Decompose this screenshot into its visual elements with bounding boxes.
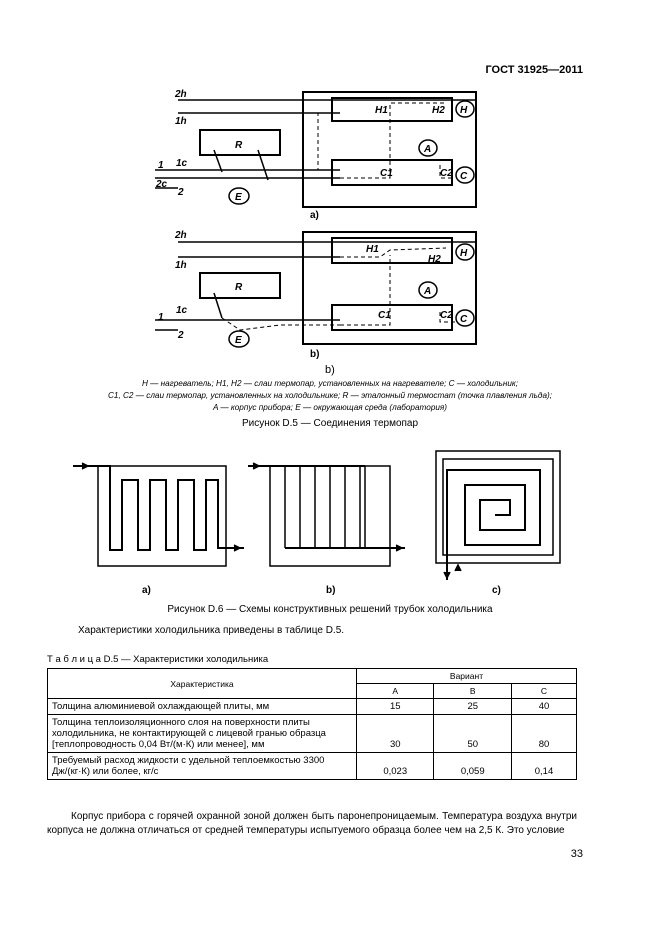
row-value: 25 [434,699,511,715]
label-2h-a: 2h [175,89,187,100]
label-h1-b: H1 [366,244,379,255]
table-header-variant-c: C [511,684,576,699]
figure-d6-drawings [73,451,560,580]
label-r-b: R [235,282,243,293]
label-heater-circle-b: H [460,248,468,259]
figure-d5-legend [60,378,600,414]
d6-sublabel-a: а) [142,585,151,596]
label-c2-a: C2 [440,168,453,179]
row-value: 0,023 [357,753,434,780]
label-cooler-circle-b: C [460,314,468,325]
characteristics-table [47,668,577,780]
table-header-variant-b: B [434,684,511,699]
table-row [48,753,577,780]
label-c1-b: C1 [378,310,391,321]
label-r-a: R [235,140,243,151]
label-2-a: 2 [178,187,184,198]
label-housing-b: A [424,286,432,297]
row-value: 40 [511,699,576,715]
label-heater-circle-a: H [460,105,468,116]
figure-d5-caption: Рисунок D.5 — Соединения термопар [241,418,419,429]
row-value: 30 [357,715,434,753]
label-cooler-circle-a: C [460,171,468,182]
sublabel-a: а) [310,210,319,221]
label-housing-a: A [424,144,432,155]
label-1-b: 1 [158,312,164,323]
sublabel-b: b) [310,349,320,360]
label-1-a: 1 [158,160,164,171]
intro-text: Характеристики холодильника приведены в таблице D.5. [78,625,345,636]
table-header-characteristic: Характеристика [48,669,357,699]
label-c1-a: C1 [380,168,393,179]
label-1c-a: 1c [176,158,188,169]
label-2h-b: 2h [175,230,187,241]
table-header-variant: Вариант [357,669,577,684]
label-h2-b: H2 [428,254,441,265]
label-2-b: 2 [178,330,184,341]
bottom-paragraph: Корпус прибора с горячей охранной зоной должен быть паронепроницаемым. Температура воздуха внутри корпуса не должна отличаться от средней температуры испытуемого образца более чем на 2,5 К. Это условие [47,811,577,836]
row-label: Толщина теплоизоляционного слоя на поверхности плиты холодильника, не контактирующей с лицевой гранью образца [теплопроводность 0,04 Вт/(м·К) или менее], мм [48,715,357,753]
row-label: Требуемый расход жидкости с удельной теплоемкостью 3300 Дж/(кг·К) или более, кг/с [48,753,357,780]
table-row [48,715,577,753]
label-1c-b: 1c [176,305,188,316]
cooler-b [332,305,452,330]
row-value: 80 [511,715,576,753]
table-header-variant-a: A [357,684,434,699]
row-value: 50 [434,715,511,753]
label-h2-a: H2 [432,105,445,116]
row-value: 15 [357,699,434,715]
legend-line-1: H — нагреватель; H1, H2 — слаи термопар, установленных на нагревателе; C — холодильник; [141,379,519,388]
d6-sublabel-c: c) [492,585,501,596]
page-number: 33 [570,848,583,860]
label-h1-a: H1 [375,105,388,116]
table-title: Т а б л и ц а D.5 — Характеристики холодильника [47,654,269,665]
label-1h-b: 1h [175,260,187,271]
sublabel-b-plain: b) [325,364,335,376]
label-2c-a: 2c [156,179,168,190]
label-1h-a: 1h [175,116,187,127]
row-value: 0,14 [511,753,576,780]
figure-d6-caption: Рисунок D.6 — Схемы конструктивных решений трубок холодильника [167,604,493,615]
label-c2-b: C2 [440,310,453,321]
label-e-b: E [235,335,242,346]
legend-line-2: C1, C2 — слаи термопар, установленных на холодильнике; R — эталонный термостат (точка плавления льда); [108,391,552,400]
legend-line-3: A — корпус прибора; E — окружающая среда (лаборатория) [212,403,448,412]
table-row [48,699,577,715]
label-e-a: E [235,192,242,203]
row-label: Толщина алюминиевой охлаждающей плиты, мм [48,699,357,715]
row-value: 0,059 [434,753,511,780]
d6-sublabel-b: b) [326,585,336,596]
standard-header: ГОСТ 31925—2011 [485,64,583,76]
